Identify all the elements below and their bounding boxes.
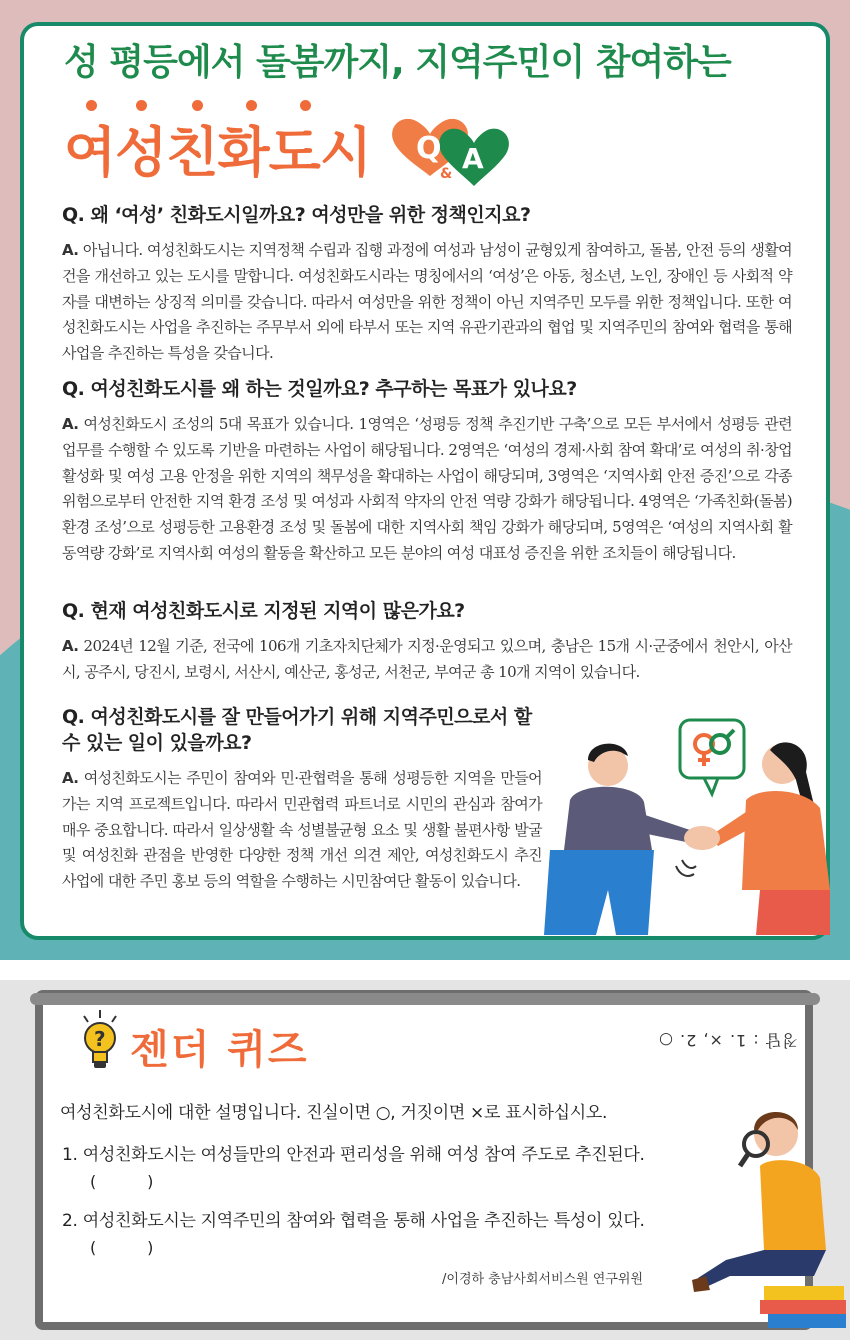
qa-block-4	[62, 704, 542, 895]
handshake-illustration	[520, 690, 830, 935]
question-3: Q. 현재 여성친화도시로 지정된 지역이 많은가요?	[62, 600, 465, 622]
svg-text:?: ?	[94, 1027, 106, 1051]
quiz-item-1: 1. 여성친화도시는 여성들만의 안전과 편리성을 위해 여성 참여 주도로 추진된다.	[62, 1145, 645, 1165]
answer-3	[62, 634, 792, 686]
qa-block-2	[62, 376, 792, 567]
answer-3-prefix: A.	[62, 637, 79, 655]
answer-1	[62, 238, 792, 367]
quiz-instructions: 여성친화도시에 대한 설명입니다. 진실이면 ○, 거짓이면 ×로 표시하십시오.	[60, 1103, 608, 1123]
answer-4	[62, 766, 542, 895]
author-credit: /이경하 충남사회서비스원 연구위원	[442, 1272, 644, 1287]
lightbulb-question-icon	[78, 1010, 122, 1072]
quiz-item-2: 2. 여성친화도시는 지역주민의 참여와 협력을 통해 사업을 추진하는 특성이 있다.	[62, 1211, 645, 1231]
answer-4-text: 여성친화도시는 주민이 참여와 민·관협력을 통해 성평등한 지역을 만들어가는 지역 프로젝트입니다. 따라서 민관협력 파트너로 시민의 관심과 참여가 매우 중요합니다. 따라서 일상생활 속 성별불균형 요소 및 생활 불편사항 발굴 및 여성친화 관점을 반영한 다양한 정책 개선 의견 제안, 여성친화도시 추진 사업에 대한 주민 홍보 등의 역할을 수행하는 시민참여단 활동이 있습니다.	[62, 769, 542, 891]
answer-1-prefix: A.	[62, 241, 79, 259]
qa-a-letter: A	[462, 142, 484, 175]
answer-2-prefix: A.	[62, 415, 79, 433]
answer-2	[62, 412, 792, 567]
answer-4-prefix: A.	[62, 769, 79, 787]
answer-2-text: 여성친화도시 조성의 5대 목표가 있습니다. 1영역은 ‘성평등 정책 추진기반 구축’으로 모든 부서에서 성평등 관련 업무를 수행할 수 있도록 기반을 마련하는 사업이 해당됩니다. 2영역은 ‘여성의 경제·사회 참여 확대’로 여성의 취·창업 활성화 및 여성 고용 안정을 위한 지역의 책무성을 확대하는 사업이 해당되며, 3영역은 ‘지역사회 안전 증진’으로 각종 위험으로부터 안전한 지역 환경 조성 및 여성과 사회적 약자의 안전 역량 강화가 해당됩니다. 4영역은 ‘가족친화(돌봄)환경 조성’으로 성평등한 고용환경 조성 및 돌봄에 대한 지역사회 책임 강화가 해당되며, 5영역은 ‘여성의 지역사회 활동역량 강화’로 지역사회 여성의 활동을 확산하고 모든 분야의 여성 대표성 증진을 위한 조치들이 해당됩니다.	[62, 415, 792, 562]
qa-amp: &	[440, 166, 453, 182]
answer-1-text: 아닙니다. 여성친화도시는 지역정책 수립과 집행 과정에 여성과 남성이 균형있게 참여하고, 돌봄, 안전 등의 생활여건을 개선하고 있는 도시를 말합니다. 여성친화도시라는 명칭에서의 ‘여성’은 아동, 청소년, 노인, 장애인 등 사회적 약자를 대변하는 상징적 의미를 갖습니다. 따라서 여성만을 위한 정책이 아닌 지역주민 모두를 위한 정책입니다. 또한 여성친화도시는 사업을 추진하는 주무부서 외에 타부서 또는 지역 유관기관과의 협업 및 지역주민의 참여와 협력을 통해 사업을 추진하는 특성을 갖습니다.	[62, 241, 793, 363]
quiz-blank-2[interactable]: ( )	[90, 1238, 154, 1257]
section-divider	[0, 960, 850, 980]
question-4: Q. 여성친화도시를 잘 만들어가기 위해 지역주민으로서 할 수 있는 일이 있을까요?	[62, 706, 532, 754]
question-2: Q. 여성친화도시를 왜 하는 것일까요? 추구하는 목표가 있나요?	[62, 378, 577, 400]
qa-block-3	[62, 598, 792, 686]
board-top-rail	[30, 993, 820, 1005]
quiz-title: 젠더 퀴즈	[130, 1027, 309, 1073]
quiz-blank-1[interactable]: ( )	[90, 1172, 154, 1191]
qa-hearts-icon	[390, 114, 510, 194]
thinking-person-illustration	[690, 1100, 850, 1335]
qa-block-1	[62, 202, 792, 367]
headline-title: 여성친화도시	[64, 121, 371, 184]
headline-subtitle: 성 평등에서 돌봄까지, 지역주민이 참여하는	[64, 42, 731, 83]
answer-key-upside-down: 정답 : 1. ×, 2. ○	[658, 1031, 798, 1050]
qa-q-letter: Q	[416, 131, 442, 166]
answer-3-text: 2024년 12월 기준, 전국에 106개 기초자치단체가 지정·운영되고 있으며, 충남은 15개 시·군중에서 천안시, 아산시, 공주시, 당진시, 보령시, 서산시, 예산군, 홍성군, 서천군, 부여군 총 10개 지역이 있습니다.	[62, 637, 792, 681]
question-1: Q. 왜 ‘여성’ 친화도시일까요? 여성만을 위한 정책인지요?	[62, 204, 531, 226]
